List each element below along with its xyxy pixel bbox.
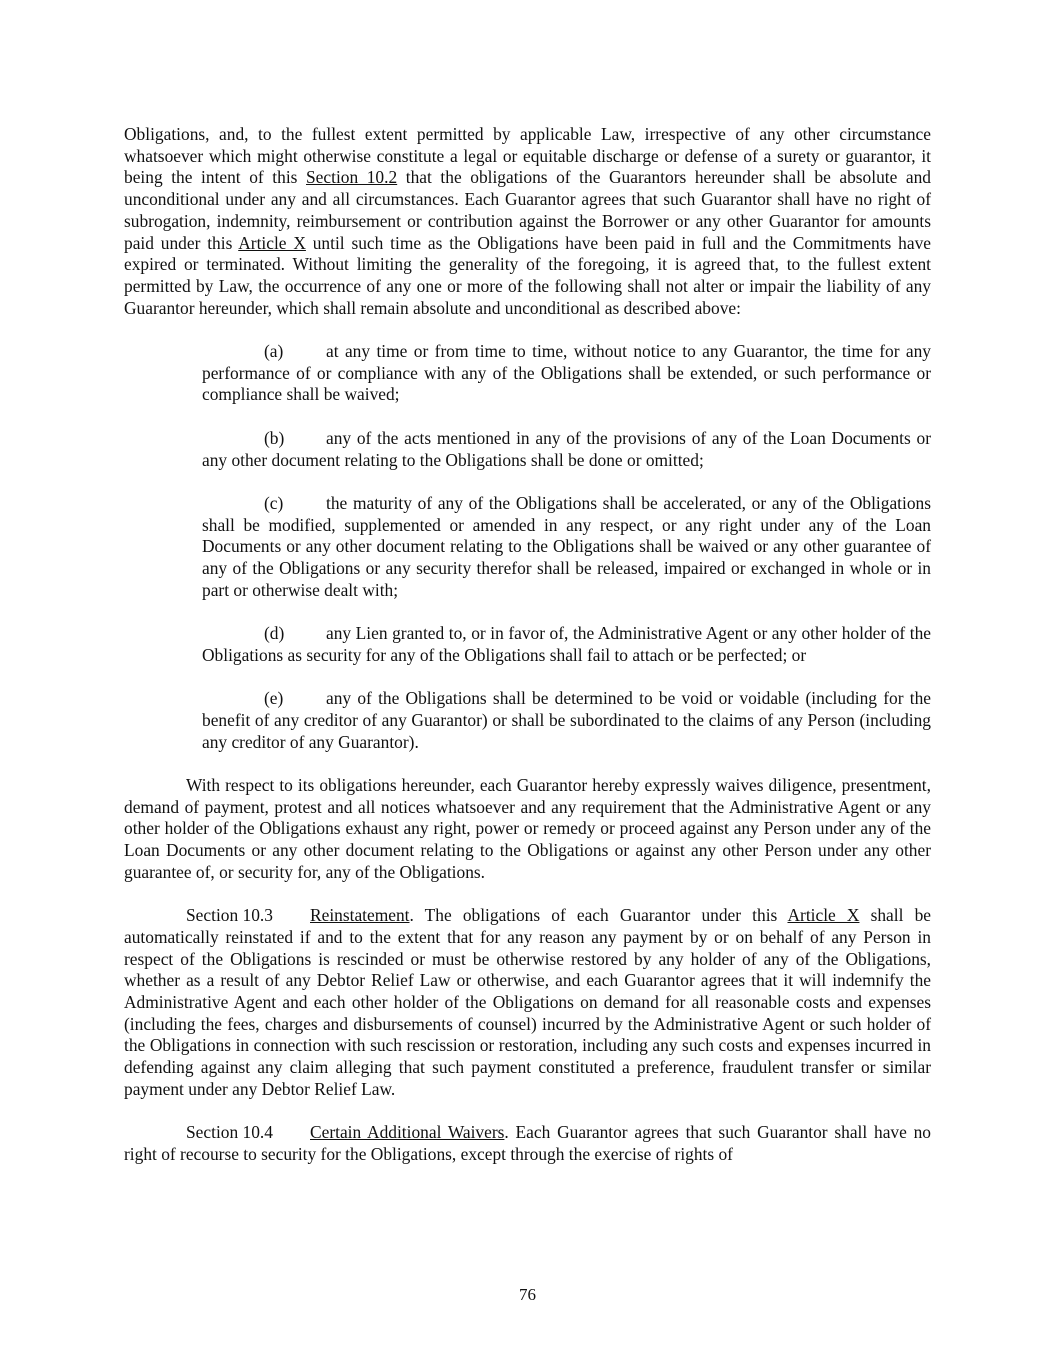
list-item-label: (e) [264, 688, 284, 709]
document-page [124, 124, 931, 1187]
intro-text-2: that the obligations of the Guarantors hereunder shall be absolute and unconditional under any and all circumstances. Each Guarantor agrees that such Guarantor shall have no right of subrogation, indemnity, reimbursement or contribution against the Borrower or any other Guarantor for amounts paid under this [124, 167, 932, 253]
article-x-reference: Article X [238, 232, 306, 253]
list-item-label: (a) [264, 341, 284, 362]
section-number: Section 10.3 [186, 905, 273, 926]
list-item-text: any of the Obligations shall be determined to be void or voidable (including for the benefit of any creditor of any Guarantor) or shall be subordinated to the claims of any Person (including any creditor of any Guarantor). [202, 688, 931, 752]
list-item-label: (b) [264, 427, 285, 448]
page-number: 76 [519, 1285, 536, 1304]
section-10-3-paragraph [124, 905, 931, 1100]
section-10-2-reference: Section 10.2 [306, 167, 398, 188]
section-text-2: shall be automatically reinstated if and to the extent that for any reason any payment by or on behalf of any Person in respect of the Obligations is rescinded or must be otherwise restored by any holder of any of the Obligations, whether as a result of any Debtor Relief Law or otherwise, and each Guarantor agrees that it will indemnify the Administrative Agent and each other holder of the Obligations on demand for all reasonable costs and expenses (including the fees, charges and disbursements of counsel) incurred by the Administrative Agent or such holder of the Obligations in connection with such rescission or restoration, including any such costs and expenses incurred in defending against any claim alleging that such payment constituted a preference, fraudulent transfer or similar payment under any Debtor Relief Law. [124, 905, 931, 1099]
list-item-e [202, 688, 931, 753]
article-x-reference: Article X [787, 905, 860, 926]
section-10-4-paragraph [124, 1122, 931, 1165]
list-item-text: any of the acts mentioned in any of the provisions of any of the Loan Documents or any other document relating to the Obligations shall be done or omitted; [202, 427, 931, 470]
section-number: Section 10.4 [186, 1122, 273, 1143]
list-item-c [202, 493, 931, 602]
section-title: Certain Additional Waivers [310, 1122, 505, 1143]
intro-paragraph [124, 124, 931, 319]
section-text-1: . Each Guarantor agrees that such Guarantor shall have no right of recourse to security for the Obligations, except through the exercise of rights of [124, 1122, 932, 1164]
list-item-b [202, 428, 931, 471]
intro-text-1: Obligations, and, to the fullest extent permitted by applicable Law, irrespective of any other circumstance whatsoever which might otherwise constitute a legal or equitable discharge or defense of a surety or guarantor, it being the intent of this [124, 124, 931, 188]
list-item-text: at any time or from time to time, without notice to any Guarantor, the time for any performance of or compliance with any of the Obligations shall be extended, or such performance or compliance shall be waived; [202, 341, 931, 405]
list-item-a [202, 341, 931, 406]
section-text-1: . The obligations of each Guarantor under this [409, 905, 788, 926]
list-item-d [202, 623, 931, 666]
list-item-text: any Lien granted to, or in favor of, the Administrative Agent or any other holder of the Obligations as security for any of the Obligations shall fail to attach or be perfected; or [202, 623, 931, 665]
waiver-paragraph: With respect to its obligations hereunder, each Guarantor hereby expressly waives diligence, presentment, demand of payment, protest and all notices whatsoever and any requirement that the Administrative Agent or any other holder of the Obligations exhaust any right, power or remedy or proceed against any Person under any of the Loan Documents or any other document relating to the Obligations or against any other Person under any other guarantee of, or security for, any of the Obligations. [124, 775, 931, 882]
list-item-text: the maturity of any of the Obligations shall be accelerated, or any of the Obligations shall be modified, supplemented or amended in any respect, or any right under any of the Loan Documents or any other document relating to the Obligations shall be waived or any other guarantee of any of the Obligations or any security therefor shall be released, impaired or exchanged in whole or in part or otherwise dealt with; [202, 492, 931, 600]
section-title: Reinstatement [310, 905, 410, 926]
list-item-label: (d) [264, 623, 285, 644]
list-item-label: (c) [264, 492, 284, 513]
intro-text-3: until such time as the Obligations have been paid in full and the Commitments have expired or terminated. Without limiting the generality of the foregoing, it is agreed that, to the fullest extent permitted by Law, the occurrence of any one or more of the following shall not alter or impair the liability of any Guarantor hereunder, which shall remain absolute and unconditional as described above: [124, 232, 931, 318]
